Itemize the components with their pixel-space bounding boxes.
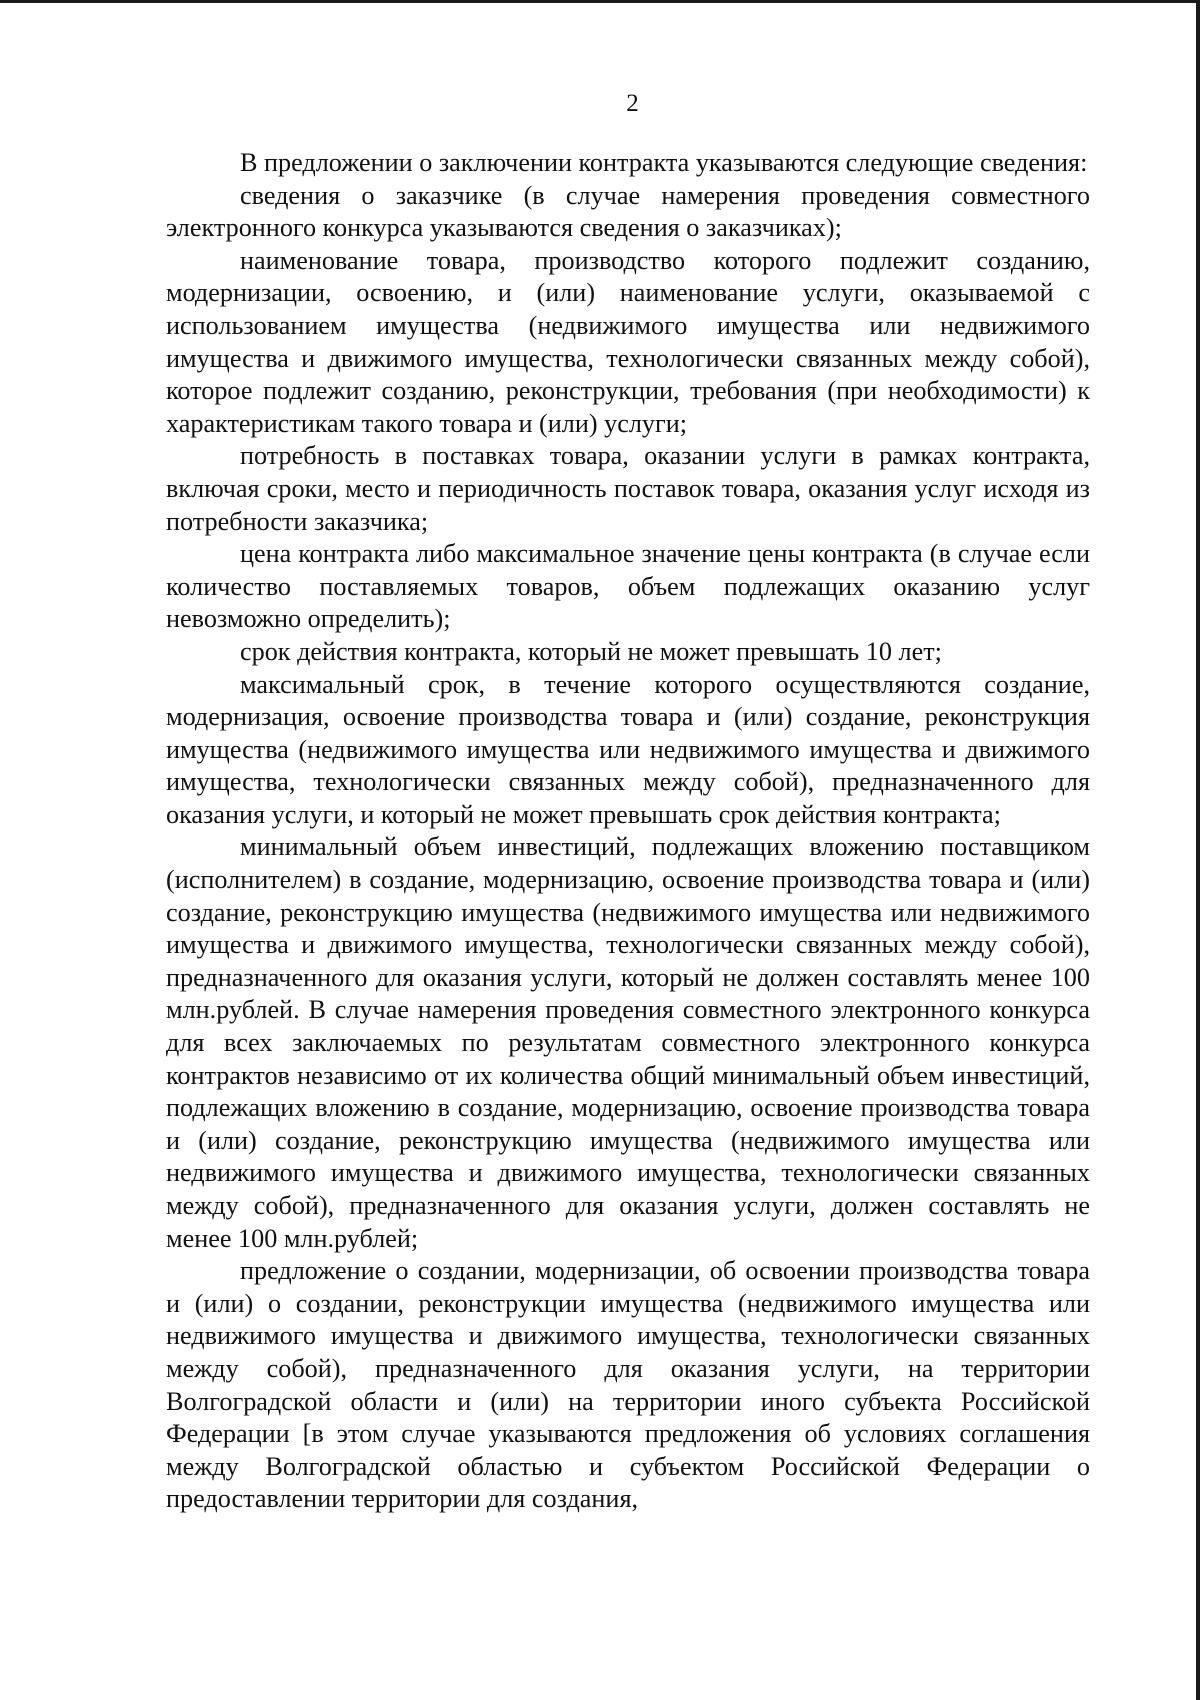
paragraph-contract-term: срок действия контракта, который не может превышать 10 лет; <box>240 636 942 666</box>
document-body <box>166 147 1090 1516</box>
paragraph-contract-price: цена контракта либо максимальное значение цены контракта (в случае если количество поставляемых товаров, объем подлежащих оказанию услуг невозможно определить); <box>166 539 1090 634</box>
scan-edge-right <box>1196 0 1200 1700</box>
paragraph-product-name: наименование товара, производство которого подлежит созданию, модернизации, освоению, и (или) наименование услуги, оказываемой с использованием имущества (недвижимого имущества или недвижимого имущества и движимого имущества, технологически связанных между собой), которое подлежит созданию, реконструкции, требования (при необходимости) к характеристикам такого товара и (или) услуги; <box>166 245 1090 438</box>
paragraph-territory-proposal: предложение о создании, модернизации, об освоении производства товара и (или) о создании, реконструкции имущества (недвижимого имущества или недвижимого имущества и движимого имущества, технологически связанных между собой), предназначенного для оказания услуги, на территории Волгоградской области и (или) на территории иного субъекта Российской Федерации [в этом случае указываются предложения об условиях соглашения между Волгоградской областью и субъектом Российской Федерации о предоставлении территории для создания, <box>166 1256 1090 1514</box>
scan-edge-top <box>0 0 1200 3</box>
paragraph-max-term: максимальный срок, в течение которого осуществляются создание, модернизация, освоение производства товара и (или) создание, реконструкция имущества (недвижимого имущества или недвижимого имущества и движимого имущества, технологически связанных между собой), предназначенного для оказания услуги, и который не может превышать срок действия контракта; <box>166 669 1090 829</box>
page-number: 2 <box>626 90 639 117</box>
paragraph-intro: В предложении о заключении контракта указываются следующие сведения: <box>240 148 1088 177</box>
paragraph-supply-needs: потребность в поставках товара, оказании услуги в рамках контракта, включая сроки, место и периодичность поставок товара, оказания услуг исходя из потребности заказчика; <box>166 441 1090 536</box>
paragraph-min-investment: минимальный объем инвестиций, подлежащих вложению поставщиком (исполнителем) в создание, модернизацию, освоение производства товара и (или) создание, реконструкцию имущества (недвижимого имущества или недвижимого имущества и движимого имущества, технологически связанных между собой), предназначенного для оказания услуги, который не должен составлять менее 100 млн.рублей. В случае намерения проведения совместного электронного конкурса для всех заключаемых по результатам совместного электронного конкурса контрактов независимо от их количества общий минимальный объем инвестиций, подлежащих вложению в создание, модернизацию, освоение производства товара и (или) создание, реконструкцию имущества (недвижимого имущества или недвижимого имущества и движимого имущества, технологически связанных между собой), предназначенного для оказания услуги, должен составлять не менее 100 млн.рублей; <box>166 832 1090 1253</box>
paragraph-customer-info: сведения о заказчике (в случае намерения проведения совместного электронного конкурса указываются сведения о заказчиках); <box>166 180 1090 243</box>
